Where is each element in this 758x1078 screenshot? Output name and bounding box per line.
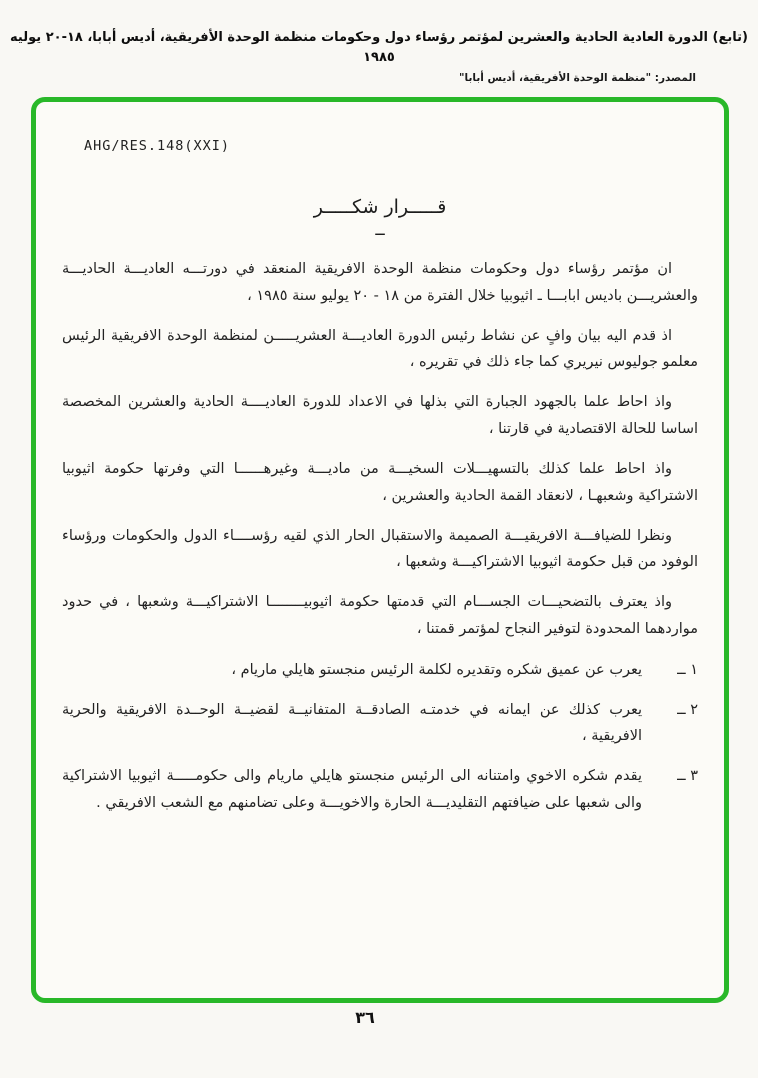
resolution-item-1 — [62, 657, 698, 684]
preamble-paragraph-3: واذ احاط علما بالجهود الجبارة التي بذلها في الاعداد للدورة العاديــــة الحادية والعشرين المخصصة اساسا للحالة الاقتصادية في قارتنا ، — [62, 394, 698, 438]
document-reference: AHG/RES.148(XXI) — [84, 138, 231, 154]
item-1-number: ١ ــ — [677, 661, 698, 678]
document-scan-frame — [31, 97, 729, 1003]
document-title: قـــــرار شكـــــر — [313, 196, 447, 218]
item-3-text: يقدم شكره الاخوي وامتنانه الى الرئيس منجستو هايلي ماريام والى حكومـــــة اثيوبيا الاشتراكية والى شعبها على ضيافتهم التقليديـــة الحارة والاخويـــة وعلى تضامنهم مع الشعب الافريقي . — [62, 768, 642, 811]
item-3-number: ٣ ــ — [677, 768, 698, 785]
resolution-item-3 — [62, 763, 698, 817]
document-body — [62, 256, 698, 817]
source-line: المصدر: "منظمة الوحدة الأفريقية، أديس أبابا" — [459, 72, 696, 84]
resolution-items — [62, 657, 698, 817]
item-2-number: ٢ ــ — [677, 701, 698, 718]
preamble-paragraph-6: واذ يعترف بالتضحيـــات الجســـام التي قدمتها حكومة اثيوبيــــــــا الاشتراكيـــة وشعبها ، في حدود مواردهما المحدودة لتوفير النجاح لمؤتمر قمتنا ، — [62, 594, 698, 637]
session-header: (تابع) الدورة العادية الحادية والعشرين لمؤتمر رؤساء دول وحكومات منظمة الوحدة الأفريقية، أديس أبابا، ١٨-٢٠ يوليه ١٩٨٥ — [10, 30, 748, 65]
item-2-text: يعرب كذلك عن ايمانه في خدمتـه الصادقــة المتفانيــة لقضيــة الوحــدة الافريقية والحرية الافريقية ، — [62, 701, 642, 745]
preamble-paragraph-4: واذ احاط علما كذلك بالتسهيـــلات السخيـــة من ماديـــة وغيرهــــــا التي وفرتها حكومة اثيوبيا الاشتراكية وشعبهـا ، لانعقاد القمة الحادية والعشرين ، — [62, 460, 698, 504]
resolution-item-2 — [62, 697, 698, 751]
title-underline: ــ — [375, 220, 385, 239]
preamble-paragraph-1: ان مؤتمر رؤساء دول وحكومات منظمة الوحدة الافريقية المنعقد في دورتـــه العاديـــة الحاديـــة والعشريـــن باديس ابابـــا ـ اثيوبيا خلال الفترة من ١٨ - ٢٠ يوليو سنة ١٩٨٥ ، — [62, 261, 698, 304]
item-1-text: يعرب عن عميق شكره وتقديره لكلمة الرئيس منجستو هايلي ماريام ، — [231, 661, 642, 678]
preamble-paragraph-5: ونظرا للضيافـــة الافريقيـــة الصميمة والاستقبال الحار الذي لقيه رؤســــاء الدول والحكومات ورؤساء الوفود من قبل حكومة اثيوبيا الاشتراكيـــة وشعبها ، — [62, 527, 698, 571]
page-number: ٣٦ — [355, 1008, 375, 1027]
preamble-paragraph-2: اذ قدم اليه بيان وافٍ عن نشاط رئيس الدورة العاديـــة العشريـــــن لمنظمة الوحدة الافريقية الرئيس معلمو جوليوس نيريري كما جاء ذلك في تقريره ، — [62, 327, 698, 371]
